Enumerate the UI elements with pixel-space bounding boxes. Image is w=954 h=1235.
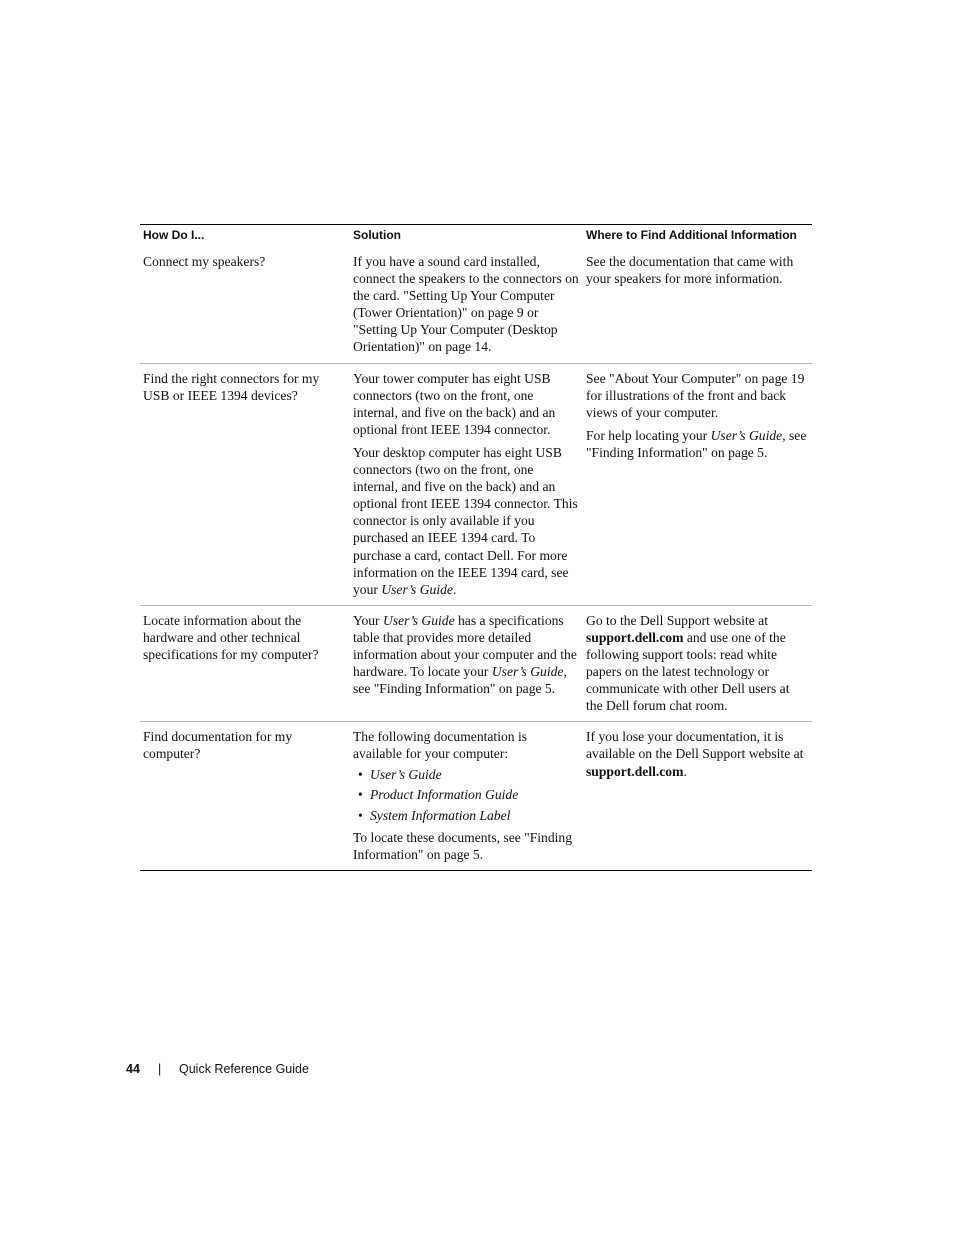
info-cell bbox=[583, 722, 812, 871]
column-header-solution: Solution bbox=[353, 228, 401, 242]
italic-text: User’s Guide bbox=[381, 581, 453, 597]
bullet-list bbox=[353, 766, 579, 824]
text-run: . bbox=[683, 763, 687, 779]
paragraph bbox=[586, 612, 808, 715]
text-run: To locate these documents, see "Finding Information" on page 5. bbox=[353, 829, 573, 862]
text-run: has a specifications table that provides more detailed information about your computer and the hardware. To locate your bbox=[353, 612, 577, 680]
table-row bbox=[140, 363, 812, 605]
table-row bbox=[140, 605, 812, 722]
bullet-item bbox=[353, 807, 579, 824]
text-run: and use one of the following support tools: read white papers on the latest technology or communicate with other Dell users at the Dell forum chat room. bbox=[586, 629, 790, 714]
bullet-icon: • bbox=[358, 766, 363, 782]
paragraph bbox=[353, 444, 579, 598]
question-cell bbox=[140, 247, 350, 363]
paragraph bbox=[586, 370, 808, 421]
table-body bbox=[140, 247, 812, 871]
bullet-icon: • bbox=[358, 807, 363, 823]
text-run: See the documentation that came with your speakers for more information. bbox=[586, 254, 794, 287]
text-run: For help locating your bbox=[586, 427, 711, 443]
text-run: . bbox=[452, 581, 457, 597]
footer-separator: | bbox=[158, 1062, 162, 1076]
page-number: 44 bbox=[126, 1062, 140, 1076]
paragraph bbox=[586, 427, 808, 461]
column-header-additional-info: Where to Find Additional Information bbox=[586, 228, 797, 242]
text-run: If you lose your documentation, it is available on the Dell Support website at bbox=[586, 729, 804, 762]
text-run: , see "Finding Information" on page 5. bbox=[586, 427, 807, 460]
text-run: Your bbox=[353, 612, 383, 628]
bullet-text: User’s Guide bbox=[370, 766, 442, 782]
bold-link-text: support.dell.com bbox=[586, 763, 684, 779]
bullet-icon: • bbox=[358, 787, 363, 803]
text-run: , see "Finding Information" on page 5. bbox=[353, 664, 567, 697]
italic-text: User’s Guide bbox=[491, 664, 564, 680]
question-text: Locate information about the hardware and other technical specifications for my computer? bbox=[143, 612, 319, 662]
text-run: Your tower computer has eight USB connectors (two on the front, one internal, and five on the back) and an optional front IEEE 1394 connector. bbox=[353, 370, 556, 437]
question-text: Find documentation for my computer? bbox=[143, 729, 293, 762]
text-run: Your desktop computer has eight USB connectors (two on the front, one internal, and five on the back) and an optional front IEEE 1394 connector. This connector is only available if you purchased an IEEE 1394 card. To purchase a card, contact Dell. For more information on the IEEE 1394 card, see your bbox=[353, 444, 578, 597]
bullet-item bbox=[353, 766, 579, 783]
info-cell bbox=[583, 247, 812, 363]
italic-text: User’s Guide bbox=[382, 612, 455, 628]
question-text: Connect my speakers? bbox=[143, 254, 266, 269]
bullet-item bbox=[353, 786, 579, 803]
text-run: The following documentation is available for your computer: bbox=[353, 729, 528, 762]
bullet-text: System Information Label bbox=[370, 807, 511, 823]
info-cell bbox=[583, 605, 812, 722]
paragraph bbox=[353, 612, 579, 697]
solution-cell bbox=[350, 605, 583, 722]
table-row bbox=[140, 247, 812, 363]
column-header-how-do-i: How Do I... bbox=[143, 228, 205, 242]
question-cell bbox=[140, 722, 350, 871]
paragraph bbox=[353, 728, 579, 762]
paragraph bbox=[353, 253, 579, 356]
table-header-row bbox=[140, 225, 812, 248]
italic-text: User’s Guide bbox=[710, 427, 783, 443]
text-run: See "About Your Computer" on page 19 for illustrations of the front and back views of your computer. bbox=[586, 370, 805, 420]
bullet-text: Product Information Guide bbox=[370, 787, 519, 803]
solution-cell bbox=[350, 363, 583, 605]
paragraph bbox=[586, 728, 808, 779]
info-table bbox=[140, 224, 812, 871]
paragraph bbox=[586, 253, 808, 287]
question-cell bbox=[140, 363, 350, 605]
footer-title: Quick Reference Guide bbox=[179, 1062, 309, 1076]
solution-cell bbox=[350, 722, 583, 871]
question-cell bbox=[140, 605, 350, 722]
question-text: Find the right connectors for my USB or IEEE 1394 devices? bbox=[143, 370, 320, 403]
paragraph bbox=[353, 370, 579, 438]
table-row bbox=[140, 722, 812, 871]
paragraph bbox=[353, 829, 579, 863]
bold-link-text: support.dell.com bbox=[586, 629, 684, 645]
solution-cell bbox=[350, 247, 583, 363]
text-run: Go to the Dell Support website at bbox=[586, 612, 768, 628]
info-cell bbox=[583, 363, 812, 605]
text-run: If you have a sound card installed, connect the speakers to the connectors on the card. "Setting Up Your Computer (Tower Orientation)" on page 9 or "Setting Up Your Computer (Desktop Orientation)" on page 14. bbox=[353, 254, 579, 355]
